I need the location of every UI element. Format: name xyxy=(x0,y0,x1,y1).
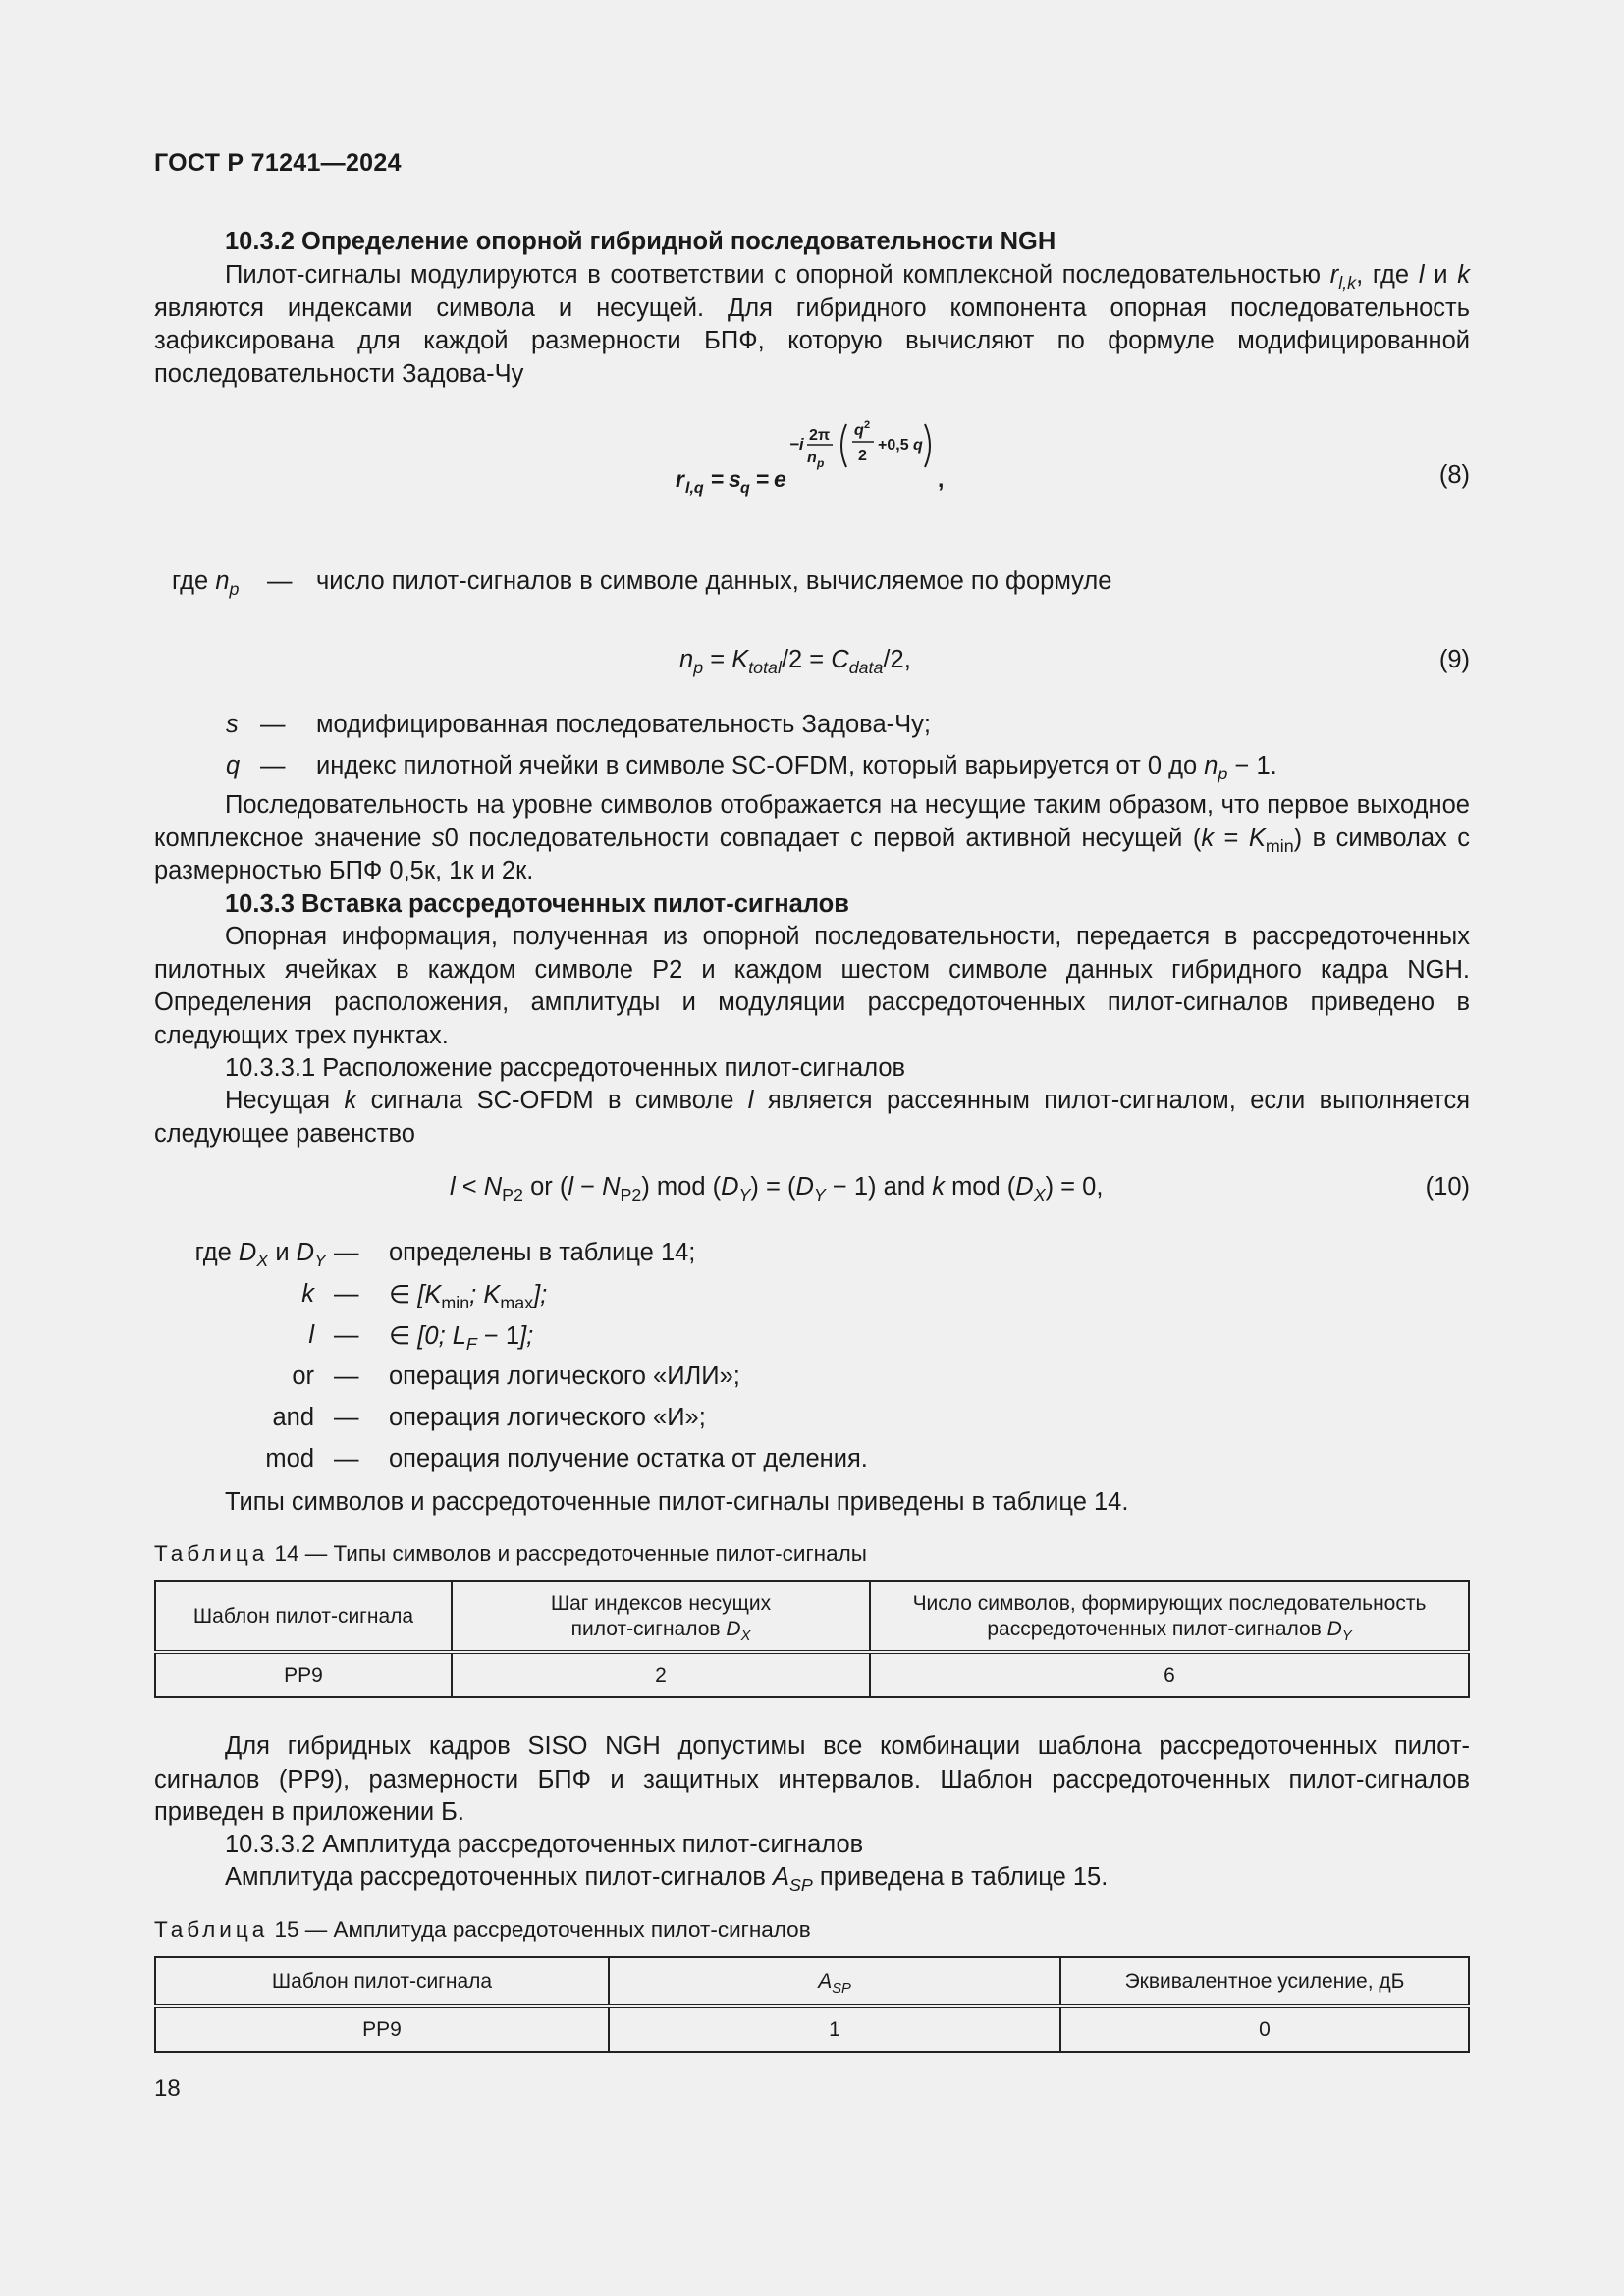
table-14 xyxy=(154,1580,1470,1698)
svg-text:−i: −i xyxy=(789,435,804,454)
svg-text:p: p xyxy=(817,456,825,470)
subsection-10-3-3-2-title: 10.3.3.2 Амплитуда рассредоточенных пилот-сигналов xyxy=(225,1831,864,1858)
def-q-dash: — xyxy=(260,752,286,779)
def-k-label: k xyxy=(301,1280,314,1308)
def-or-label: or xyxy=(292,1362,314,1390)
table-14-caption: Таблица 14 — Типы символов и рассредоточенные пилот-сигналы xyxy=(154,1541,867,1566)
table-14-header-template: Шаблон пилот-сигнала xyxy=(155,1581,452,1652)
table-15-cell-gain: 0 xyxy=(1060,2006,1469,2052)
table-14-header-step: Шаг индексов несущих пилот-сигналов $D_X$ xyxy=(452,1581,870,1652)
table-row xyxy=(155,1652,1469,1697)
def-mod-dash: — xyxy=(334,1445,359,1472)
subsection-10-3-3-2-para: Амплитуда рассредоточенных пилот-сигналов $A_{SP}$ приведена в таблице 15. xyxy=(225,1863,1109,1896)
document-header: ГОСТ Р 71241—2024 xyxy=(154,149,402,177)
svg-text:2: 2 xyxy=(864,419,871,431)
section-10-3-2-para1: Пилот-сигналы модулируются в соответствии с опорной комплексной последовательностью $r_{l,k}$, где l и k являются индексами символа и несущей. Для гибридного компонента опорная последовательность зафиксирована для каждой размерности БПФ, которую вычисляют по формуле модифицированной последовательности Задова-Чу xyxy=(154,261,1470,388)
subsection-10-3-3-1-para: Несущая k сигнала SC-OFDM в символе l является рассеянным пилот-сигналом, если выполняется следующее равенство xyxy=(154,1087,1470,1148)
svg-text:q: q xyxy=(740,480,750,497)
svg-text:2: 2 xyxy=(858,448,867,464)
table-row xyxy=(155,2006,1469,2052)
where-np-label: где $n_p$ xyxy=(172,567,240,600)
svg-text:2π: 2π xyxy=(809,427,831,444)
svg-text:n: n xyxy=(807,450,817,466)
def-or-dash: — xyxy=(334,1362,359,1390)
def-s-dash: — xyxy=(260,711,286,738)
def-k-dash: — xyxy=(334,1280,359,1308)
def-and-dash: — xyxy=(334,1404,359,1431)
def-or-text: операция логического «ИЛИ»; xyxy=(389,1362,740,1390)
table-15 xyxy=(154,1956,1470,2053)
section-10-3-3-para1: Опорная информация, полученная из опорной последовательности, передается в рассредоточенных пилотных ячейках в каждом символе Р2 и каждом шестом символе данных гибридного кадра NGH. Определения расположения, амплитуды и модуляции рассредоточенных пилот-сигналов приведено в следующих трех пунктах. xyxy=(154,923,1470,1049)
section-10-3-2-para2: Последовательность на уровне символов отображается на несущие таким образом, что первое выходное комплексное значение s0 последовательности совпадает с первой активной несущей $(k = K_{min})$ в символах с размерностью БПФ 0,5к, 1к и 2к. xyxy=(154,791,1470,884)
def-q-text: индекс пилотной ячейки в символе SC-OFDM, который варьируется от 0 до $n_p - 1$. xyxy=(316,752,1277,784)
table-14-cell-step: 2 xyxy=(452,1652,870,1697)
def-l-text: ∈ [0; $L_F - 1$]; xyxy=(389,1322,534,1355)
table-14-header-count: Число символов, формирующих последовательность рассредоточенных пилот-сигналов $D_Y$ xyxy=(870,1581,1469,1652)
def-s-label: s xyxy=(226,711,239,738)
table-14-cell-count: 6 xyxy=(870,1652,1469,1697)
table-15-caption: Таблица 15 — Амплитуда рассредоточенных пилот-сигналов xyxy=(154,1917,811,1942)
svg-text:s: s xyxy=(729,466,741,492)
def-and-label: and xyxy=(272,1404,314,1431)
table-15-header-template: Шаблон пилот-сигнала xyxy=(155,1957,609,2006)
svg-text:+0,5: +0,5 xyxy=(878,437,909,454)
page-number: 18 xyxy=(154,2075,181,2102)
equation-8-number: (8) xyxy=(1438,461,1470,489)
def-dx-dy-label: где $D_X$ и $D_Y$ xyxy=(194,1239,326,1271)
svg-text:q: q xyxy=(854,422,864,439)
def-l-label: l xyxy=(308,1321,314,1349)
equation-10-number: (10) xyxy=(1425,1173,1470,1201)
section-10-3-2-title: 10.3.2 Определение опорной гибридной последовательности NGH xyxy=(225,228,1056,255)
svg-text:=: = xyxy=(711,466,725,492)
def-l-dash: — xyxy=(334,1321,359,1349)
section-10-3-3-title: 10.3.3 Вставка рассредоточенных пилот-сигналов xyxy=(225,890,849,918)
where-np-text: число пилот-сигналов в символе данных, вычисляемое по формуле xyxy=(316,567,1112,595)
types-paragraph: Типы символов и рассредоточенные пилот-сигналы приведены в таблице 14. xyxy=(225,1488,1129,1516)
table-15-cell-asp: 1 xyxy=(609,2006,1060,2052)
equation-9-number: (9) xyxy=(1438,646,1470,673)
def-q-label: q xyxy=(226,752,241,779)
def-mod-label: mod xyxy=(265,1445,314,1472)
def-dx-dy-dash: — xyxy=(334,1239,359,1266)
def-dx-dy-text: определены в таблице 14; xyxy=(389,1239,696,1266)
svg-text:q: q xyxy=(913,437,923,454)
def-mod-text: операция получение остатка от деления. xyxy=(389,1445,868,1472)
svg-text:,: , xyxy=(938,466,945,492)
formula-9: $n_p = K_{total}/2 = C_{data}/2$, xyxy=(679,646,911,678)
svg-text:=: = xyxy=(756,466,770,492)
svg-text:l,q: l,q xyxy=(685,480,704,497)
table-15-header-gain: Эквивалентное усиление, дБ xyxy=(1060,1957,1469,2006)
svg-text:r: r xyxy=(676,466,684,492)
table-14-cell-template: PP9 xyxy=(155,1652,452,1697)
def-k-text: ∈ [$K_{min}$; $K_{max}$]; xyxy=(389,1281,548,1313)
table-15-header-asp: $A_{SP}$ xyxy=(609,1957,1060,2006)
formula-8 xyxy=(668,410,962,508)
table-15-cell-template: PP9 xyxy=(155,2006,609,2052)
def-s-text: модифицированная последовательность Задова-Чу; xyxy=(316,711,931,738)
def-and-text: операция логического «И»; xyxy=(389,1404,706,1431)
hybrid-paragraph: Для гибридных кадров SISO NGH допустимы все комбинации шаблона рассредоточенных пилот-сигналов (PP9), размерности БПФ и защитных интервалов. Шаблон рассредоточенных пилот-сигналов приведен в приложении Б. xyxy=(154,1733,1470,1826)
subsection-10-3-3-1-title: 10.3.3.1 Расположение рассредоточенных пилот-сигналов xyxy=(225,1054,906,1082)
where-np-dash: — xyxy=(267,567,293,595)
formula-10: $l < N_{P2}$ or $(l - N_{P2})$ mod $(D_Y) = (D_Y - 1)$ and k mod $(D_X) = 0$, xyxy=(450,1173,1104,1205)
svg-text:e: e xyxy=(774,466,786,492)
